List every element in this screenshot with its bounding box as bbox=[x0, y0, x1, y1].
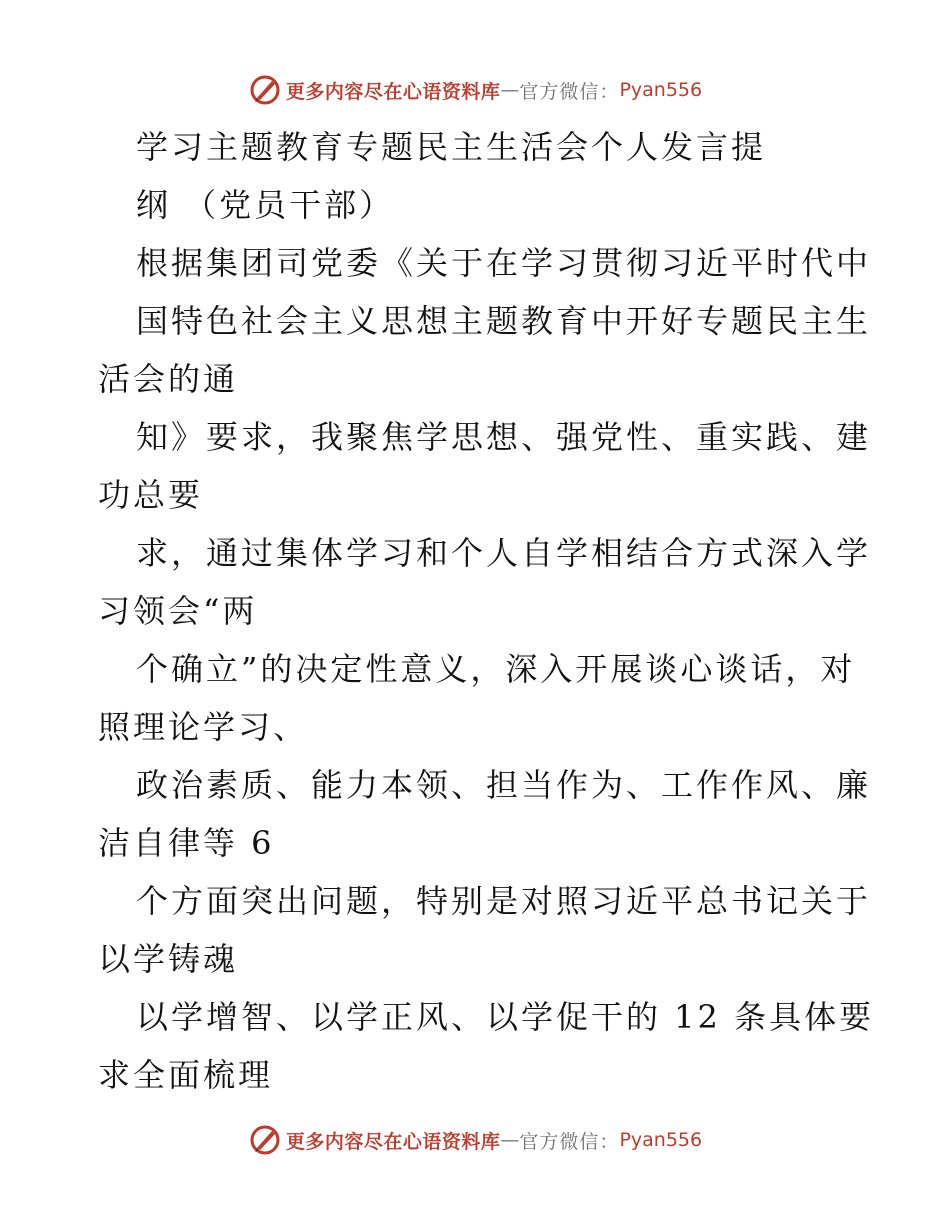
watermark-label: 官方微信： bbox=[519, 1130, 620, 1153]
watermark-dash: — bbox=[500, 79, 520, 101]
quill-logo-icon bbox=[248, 1123, 282, 1157]
text-line: 求全面梳理 bbox=[98, 1056, 274, 1094]
text-line: 习领会“两 bbox=[98, 592, 258, 630]
watermark-site-text: 更多内容尽在心语资料库 bbox=[285, 80, 501, 103]
text-line: 活会的通 bbox=[98, 360, 239, 398]
text-line: 个方面突出问题，特别是对照习近平总书记关于 bbox=[136, 882, 872, 920]
text-line: 根据集团司党委《关于在学习贯彻习近平时代中 bbox=[136, 244, 872, 282]
watermark-label: 官方微信： bbox=[519, 80, 620, 103]
text-line: 学习主题教育专题民主生活会个人发言提 bbox=[136, 128, 767, 166]
text-line: 纲 （党员干部） bbox=[136, 186, 395, 224]
document-body bbox=[98, 118, 875, 1104]
watermark-dash: — bbox=[500, 1129, 520, 1151]
text-line: 个确立”的决定性意义，深入开展谈心谈话，对 bbox=[136, 650, 856, 688]
text-line: 政治素质、能力本领、担当作为、工作作风、廉 bbox=[136, 766, 872, 804]
text-line: 照理论学习、 bbox=[98, 708, 309, 746]
text-line: 以学增智、以学正风、以学促干的 12 条具体要 bbox=[136, 998, 875, 1036]
watermark-wechat-id: Pyan556 bbox=[619, 1129, 703, 1151]
header-watermark bbox=[0, 70, 950, 110]
quill-logo-icon bbox=[248, 73, 282, 107]
footer-watermark bbox=[0, 1120, 950, 1160]
text-line: 洁自律等 6 bbox=[98, 824, 275, 862]
text-line: 功总要 bbox=[98, 476, 204, 514]
watermark-site-text: 更多内容尽在心语资料库 bbox=[285, 1130, 501, 1153]
text-line: 以学铸魂 bbox=[98, 940, 239, 978]
text-line: 求，通过集体学习和个人自学相结合方式深入学 bbox=[136, 534, 872, 572]
watermark-wechat-id: Pyan556 bbox=[619, 79, 703, 101]
text-line: 国特色社会主义思想主题教育中开好专题民主生 bbox=[136, 302, 872, 340]
text-line: 知》要求，我聚焦学思想、强党性、重实践、建 bbox=[136, 418, 872, 456]
